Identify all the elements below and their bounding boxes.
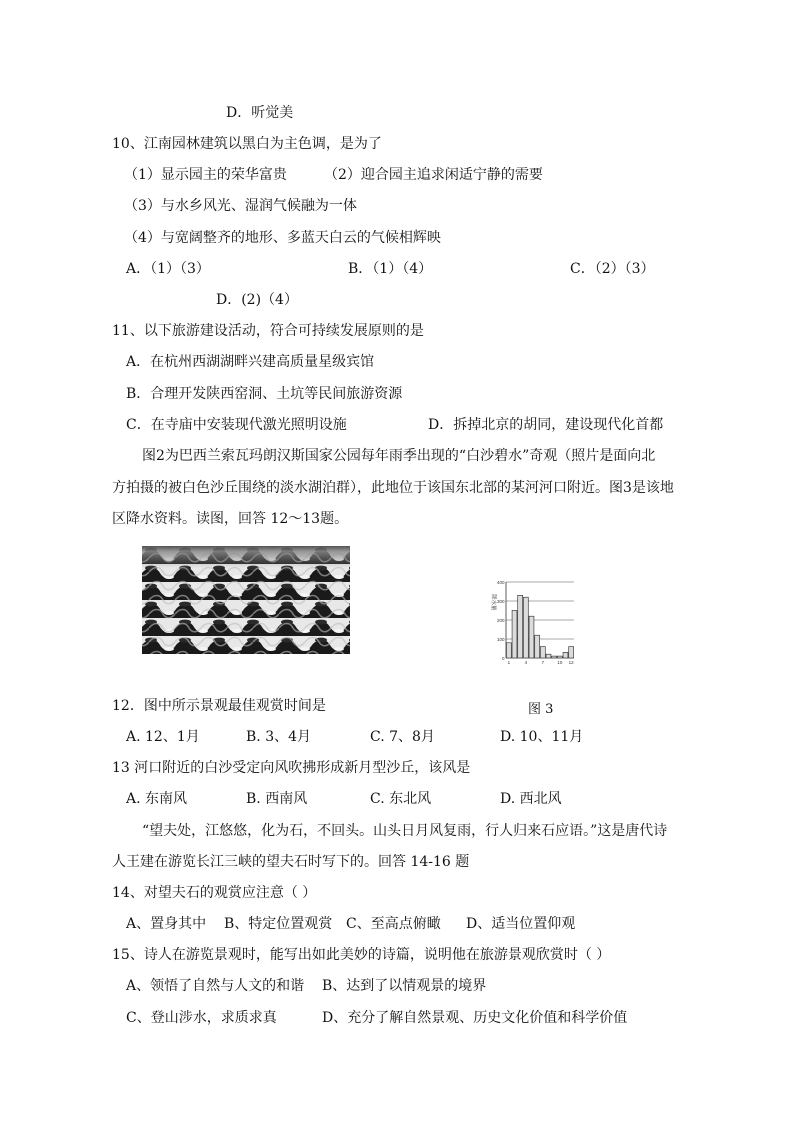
q11-option-b: B．合理开发陕西窑洞、土坑等民间旅游资源 bbox=[126, 386, 403, 402]
passage1-line-1: 图2为巴西兰索瓦玛朗汉斯国家公园每年雨季出现的“白沙碧水”奇观（照片是面向北 bbox=[142, 448, 656, 464]
q10-option-b: B．（1）（4） bbox=[348, 261, 433, 277]
chart-x-tick-label: 4 bbox=[524, 660, 528, 665]
precipitation-chart bbox=[484, 576, 580, 668]
q11-stem: 11、以下旅游建设活动，符合可持续发展原则的是 bbox=[112, 323, 424, 339]
chart-x-tick-label: 7 bbox=[541, 660, 545, 665]
q10-option-c: C．（2）（3） bbox=[570, 261, 655, 277]
chart-y-tick-label: 200 bbox=[496, 617, 505, 623]
q13-option-c: C. 东北风 bbox=[370, 791, 432, 807]
q14-option-c: C、至高点俯瞰 bbox=[346, 916, 441, 932]
q15-option-b: B、达到了以情观景的境界 bbox=[322, 978, 487, 994]
chart-x-ticks bbox=[508, 660, 575, 665]
q13-stem: 13 河口附近的白沙受定向风吹拂形成新月型沙丘，该风是 bbox=[112, 760, 471, 776]
chart-bars bbox=[506, 595, 573, 658]
chart-bar-10 bbox=[557, 656, 562, 658]
passage1-line-2: 方拍摄的被白色沙丘围绕的淡水湖泊群），此地位于该国东北部的某河河口附近。图3是该地 bbox=[112, 480, 674, 496]
q13-option-a: A. 东南风 bbox=[126, 791, 188, 807]
q14-option-d: D、适当位置仰观 bbox=[466, 916, 576, 932]
chart-x-tick-label: 12 bbox=[568, 660, 574, 665]
q10-option-a: A．（1）（3） bbox=[126, 261, 210, 277]
q10-item-3: （3）与水乡风光、湿润气候融为一体 bbox=[124, 198, 357, 214]
chart-bar-8 bbox=[546, 654, 551, 658]
q11-option-c: C．在寺庙中安装现代激光照明设施 bbox=[126, 417, 347, 433]
q12-option-b: B. 3、4月 bbox=[246, 729, 312, 745]
q15-option-a: A、领悟了自然与人文的和谐 bbox=[126, 978, 305, 994]
chart-bar-12 bbox=[569, 647, 574, 658]
q10-option-d: D．(2)（4） bbox=[216, 292, 298, 308]
q10-item-1: （1）显示园主的荣华富贵 bbox=[124, 167, 287, 183]
chart-bar-2 bbox=[512, 611, 517, 659]
chart-y-tick-label: 300 bbox=[496, 598, 505, 604]
q15-option-c: C、登山涉水，求质求真 bbox=[126, 1010, 277, 1026]
chart-bar-5 bbox=[529, 616, 534, 658]
chart-bar-6 bbox=[535, 635, 540, 658]
q13-option-d: D. 西北风 bbox=[500, 791, 562, 807]
passage1-line-3: 区降水资料。读图，回答 12～13题。 bbox=[112, 511, 349, 527]
q11-option-a: A．在杭州西湖湖畔兴建高质量星级宾馆 bbox=[126, 354, 375, 370]
q10-item-2: （2）迎合园主追求闲适宁静的需要 bbox=[324, 167, 543, 183]
q15-stem: 15、诗人在游览景观时，能写出如此美妙的诗篇，说明他在旅游景观欣赏时（ ） bbox=[112, 947, 611, 963]
q14-option-a: A、置身其中 bbox=[126, 916, 207, 932]
chart-y-tick-label: 100 bbox=[496, 636, 505, 642]
q14-stem: 14、对望夫石的观赏应注意（ ） bbox=[112, 885, 317, 901]
chart-x-tick-label: 10 bbox=[557, 660, 563, 665]
q10-item-4: （4）与宽阔整齐的地形、多蓝天白云的气候相辉映 bbox=[124, 230, 441, 246]
q14-option-b: B、特定位置观赏 bbox=[224, 916, 333, 932]
chart-y-label: 降水量 bbox=[490, 594, 496, 611]
passage2-line-2: 人王建在游览长江三峡的望夫石时写下的。回答 14-16 题 bbox=[112, 854, 470, 870]
q12-option-a: A. 12、1月 bbox=[126, 729, 200, 745]
q15-option-d: D、充分了解自然景观、历史文化价值和科学价值 bbox=[322, 1010, 628, 1026]
q10-stem: 10、江南园林建筑以黑白为主色调，是为了 bbox=[112, 136, 382, 152]
chart-y-tick-label: 0 bbox=[501, 655, 505, 661]
chart-bar-1 bbox=[506, 643, 511, 658]
chart-y-tick-label: 400 bbox=[496, 579, 505, 585]
chart-bar-3 bbox=[518, 595, 523, 658]
chart-x-tick-label: 1 bbox=[507, 660, 511, 665]
q12-option-c: C. 7、8月 bbox=[370, 729, 435, 745]
q11-option-d: D．拆掉北京的胡同，建设现代化首都 bbox=[428, 417, 664, 433]
q13-option-b: B. 西南风 bbox=[246, 791, 308, 807]
chart-bar-11 bbox=[563, 652, 568, 658]
chart-bar-4 bbox=[523, 597, 528, 658]
q9-option-d: D．听觉美 bbox=[226, 105, 294, 121]
chart-bar-9 bbox=[552, 656, 557, 658]
passage2-line-1: “望夫处，江悠悠，化为石，不回头。山头日月风复雨，行人归来石应语。”这是唐代诗 bbox=[142, 823, 668, 839]
chart-bar-7 bbox=[540, 647, 545, 658]
q12-stem: 12．图中所示景观最佳观赏时间是 bbox=[112, 698, 326, 714]
dune-lagoon-photo bbox=[142, 546, 350, 654]
figure-3-caption: 图 3 bbox=[528, 702, 554, 717]
q12-option-d: D. 10、11月 bbox=[500, 729, 584, 745]
chart-y-ticks bbox=[497, 580, 505, 661]
